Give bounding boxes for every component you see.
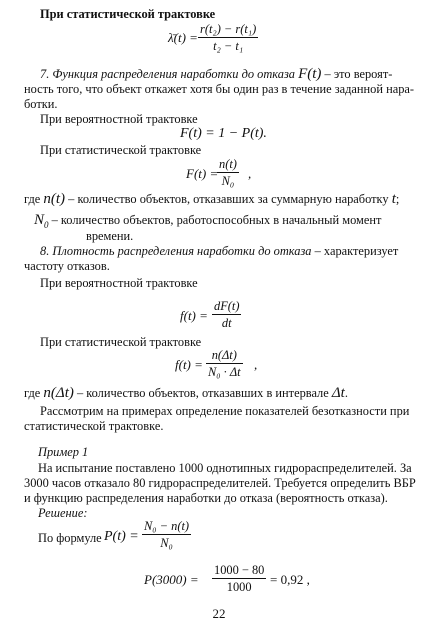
item-7-rest: – это вероят- — [321, 67, 393, 81]
formula-density-stat-fraction — [206, 348, 243, 379]
item-7-title: 7. Функция распределения наработки до отказа — [40, 67, 295, 81]
formula-density-lhs: f(t) = — [180, 308, 208, 323]
where-n-t-line — [24, 192, 399, 207]
where-n-dt-line — [24, 386, 348, 401]
formula-density-denominator: dt — [212, 314, 241, 330]
item-7-line-3: ботки. — [24, 97, 58, 111]
formula-density-fraction — [212, 299, 241, 330]
formula-p3000-numerator: 1000 − 80 — [214, 563, 265, 577]
item-7-symbol: F(t) — [298, 66, 322, 82]
formula-cdf-stat-numerator: n(t) — [219, 157, 237, 171]
where-n-t-symbol: n(t) — [43, 191, 66, 207]
stat-interpretation-heading-1: При статистической трактовке — [40, 7, 216, 21]
where-n-t-t-symbol: t — [391, 191, 396, 207]
formula-density-stat-denominator: N₀ · Δt — [208, 365, 241, 379]
formula-reliability-numerator: N₀ − n(t) — [144, 519, 190, 533]
where-n-t-semicolon: ; — [395, 192, 400, 206]
formula-p3000-lhs: P(3000) = — [144, 572, 199, 587]
formula-p3000-result: = 0,92 , — [270, 572, 310, 587]
stat-interpretation-heading-2: При статистической трактовке — [40, 143, 202, 157]
solution-label: Решение: — [38, 506, 88, 520]
formula-cdf-stat-comma: , — [248, 166, 252, 181]
where-n-t-prefix: где — [24, 192, 41, 206]
item-7-line-1 — [40, 67, 392, 82]
formula-density-stat-comma: , — [254, 357, 258, 372]
example-line-2: 3000 часов отказало 80 гидрораспределителей. Требуется определить ВБР — [24, 476, 416, 490]
item-8-line-2: частоту отказов. — [24, 259, 110, 273]
item-7-line-2: ность того, что объект откажет хотя бы один раз в течение заданной нара- — [24, 82, 415, 96]
where-n-dt-dt-symbol: Δt — [331, 385, 345, 401]
formula-failure-rate-lhs: λ̄(t) = — [168, 30, 198, 45]
example-title: Пример 1 — [38, 445, 89, 459]
where-n-dt-text: – количество объектов, отказавших в интервале — [76, 386, 329, 400]
formula-density-numerator: dF(t) — [214, 299, 240, 313]
stat-interpretation-heading-3: При статистической трактовке — [40, 335, 202, 349]
n0-definition-text: – количество объектов, работоспособных в начальный момент — [51, 213, 382, 227]
where-n-t-text: – количество объектов, отказавших за суммарную наработку — [68, 192, 389, 206]
formula-cdf-stat-fraction — [217, 157, 239, 188]
formula-p3000-denominator: 1000 — [212, 578, 266, 594]
n0-symbol-letter: N — [34, 212, 45, 228]
where-n-dt-symbol: n(Δt) — [43, 385, 74, 401]
formula-density-stat-numerator: n(Δt) — [211, 348, 237, 362]
example-line-1: На испытание поставлено 1000 однотипных гидрораспределителей. За — [38, 461, 412, 475]
n0-symbol — [34, 212, 49, 228]
formula-cdf-probabilistic: F(t) = 1 − P(t). — [180, 126, 267, 141]
item-8-line-1 — [40, 244, 398, 259]
page-number: 22 — [212, 606, 226, 621]
formula-reliability-fraction — [142, 519, 191, 550]
formula-cdf-stat-lhs: F(t) = — [186, 166, 219, 181]
formula-p3000-fraction — [212, 563, 266, 594]
example-line-3: и функцию распределения наработки до отказа (вероятность отказа). — [24, 491, 388, 505]
formula-failure-rate-numerator: r(t₂) − r(t₁) — [200, 22, 257, 36]
by-formula-label: По формуле — [38, 531, 102, 545]
n0-definition-line-2: времени. — [86, 229, 134, 243]
item-8-title: 8. Плотность распределения наработки до отказа — [40, 244, 312, 258]
item-8-rest: – характеризует — [311, 244, 399, 258]
consider-line-2: статистической трактовке. — [24, 419, 164, 433]
where-n-dt-prefix: где — [24, 386, 41, 400]
consider-line-1: Рассмотрим на примерах определение показателей безотказности при — [40, 404, 410, 418]
formula-density-stat-lhs: f(t) = — [175, 357, 203, 372]
prob-interpretation-heading-1: При вероятностной трактовке — [40, 112, 198, 126]
formula-failure-rate-denominator: t₂ − t₁ — [198, 37, 258, 53]
formula-cdf-stat-denominator: N₀ — [217, 172, 239, 188]
n0-symbol-subscript: 0 — [44, 220, 49, 230]
prob-interpretation-heading-2: При вероятностной трактовке — [40, 276, 198, 290]
formula-reliability-denominator: N₀ — [142, 534, 191, 550]
where-n-dt-period: . — [344, 386, 348, 400]
formula-reliability-lhs: P(t) = — [104, 529, 139, 544]
formula-failure-rate-fraction — [198, 22, 258, 53]
